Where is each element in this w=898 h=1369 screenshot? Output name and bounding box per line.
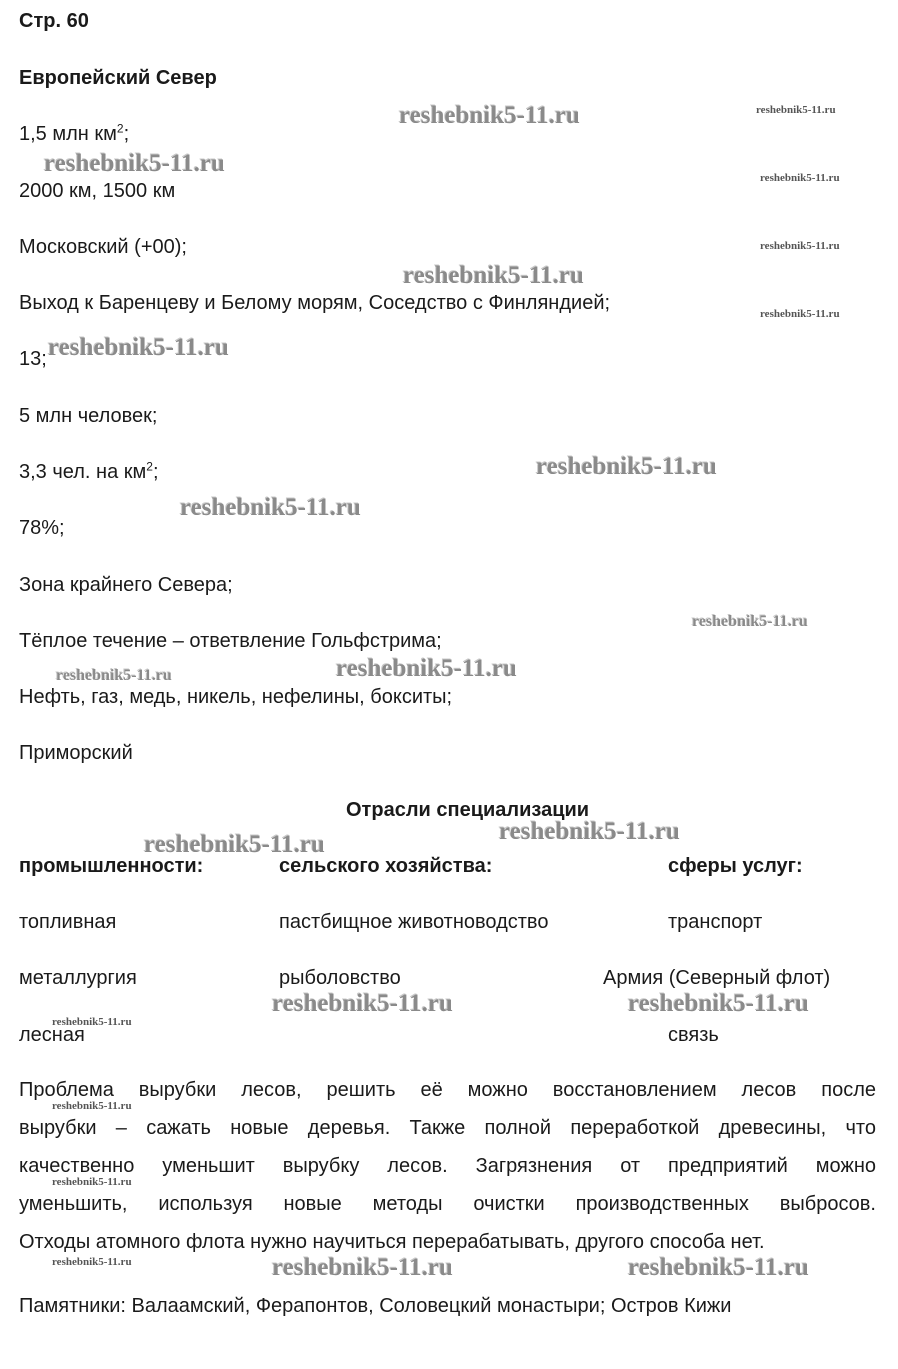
fact-subjects: 13; (19, 348, 47, 370)
column-header-services: сферы услуг: (668, 855, 803, 877)
industry-item: металлургия (19, 967, 137, 989)
agriculture-item: рыболовство (279, 967, 401, 989)
paragraph-line: Отходы атомного флота нужно научиться перерабатывать, другого способа нет. (19, 1231, 765, 1253)
fact-position: Выход к Баренцеву и Белому морям, Соседство с Финляндией; (19, 292, 611, 314)
watermark: reshebnik5-11.ru (499, 818, 680, 845)
fact-resources: Нефть, газ, медь, никель, нефелины, бокситы; (19, 686, 453, 708)
fact-population: 5 млн человек; (19, 405, 158, 427)
watermark: reshebnik5-11.ru (52, 1100, 132, 1112)
fact-area (19, 122, 129, 146)
watermark: reshebnik5-11.ru (272, 990, 453, 1017)
problem-paragraph (19, 1071, 876, 1261)
industry-item: топливная (19, 911, 117, 933)
watermark: reshebnik5-11.ru (628, 1254, 809, 1281)
industry-item: лесная (19, 1024, 85, 1046)
fact-density-superscript: 2 (146, 459, 153, 474)
services-item: связь (668, 1024, 719, 1046)
fact-port-type: Приморский (19, 742, 133, 764)
watermark: reshebnik5-11.ru (52, 1256, 132, 1268)
watermark: reshebnik5-11.ru (272, 1254, 453, 1281)
services-item: Армия (Северный флот) (603, 967, 831, 989)
fact-area-suffix: ; (123, 123, 130, 145)
watermark: reshebnik5-11.ru (144, 831, 325, 858)
specialization-heading: Отрасли специализации (346, 799, 590, 821)
watermark: reshebnik5-11.ru (399, 102, 580, 129)
fact-density-suffix: ; (152, 461, 159, 483)
fact-current: Тёплое течение – ответвление Гольфстрима; (19, 630, 442, 652)
watermark: reshebnik5-11.ru (44, 150, 225, 177)
paragraph-line: уменьшить, используя новые методы очистки производственных выбросов. (19, 1193, 876, 1215)
watermark: reshebnik5-11.ru (536, 453, 717, 480)
watermark: reshebnik5-11.ru (336, 655, 517, 682)
watermark: reshebnik5-11.ru (760, 308, 840, 320)
watermark: reshebnik5-11.ru (760, 240, 840, 252)
watermark: reshebnik5-11.ru (760, 172, 840, 184)
page-reference: Стр. 60 (19, 10, 89, 32)
watermark: reshebnik5-11.ru (628, 990, 809, 1017)
fact-distances: 2000 км, 1500 км (19, 180, 176, 202)
watermark: reshebnik5-11.ru (756, 104, 836, 116)
fact-density (19, 460, 159, 484)
services-item: транспорт (668, 911, 763, 933)
agriculture-item: пастбищное животноводство (279, 911, 549, 933)
column-header-industry: промышленности: (19, 855, 204, 877)
watermark: reshebnik5-11.ru (56, 667, 172, 684)
fact-urban-share: 78%; (19, 517, 65, 539)
watermark: reshebnik5-11.ru (52, 1176, 132, 1188)
section-title: Европейский Север (19, 67, 217, 89)
watermark: reshebnik5-11.ru (52, 1016, 132, 1028)
watermark: reshebnik5-11.ru (692, 613, 808, 630)
column-header-agriculture: сельского хозяйства: (279, 855, 493, 877)
watermark: reshebnik5-11.ru (180, 494, 361, 521)
watermark: reshebnik5-11.ru (48, 334, 229, 361)
fact-area-value: 1,5 млн км (19, 123, 117, 145)
fact-density-value: 3,3 чел. на км (19, 461, 147, 483)
paragraph-line: вырубки – сажать новые деревья. Также полной переработкой древесины, что (19, 1117, 876, 1139)
fact-zone: Зона крайнего Севера; (19, 574, 233, 596)
watermark: reshebnik5-11.ru (403, 262, 584, 289)
monuments-line: Памятники: Валаамский, Ферапонтов, Соловецкий монастыри; Остров Кижи (19, 1295, 732, 1317)
paragraph-line: качественно уменьшит вырубку лесов. Загрязнения от предприятий можно (19, 1155, 876, 1177)
paragraph-line: Проблема вырубки лесов, решить её можно восстановлением лесов после (19, 1079, 876, 1101)
fact-timezone: Московский (+00); (19, 236, 187, 258)
fact-area-superscript: 2 (116, 121, 124, 136)
